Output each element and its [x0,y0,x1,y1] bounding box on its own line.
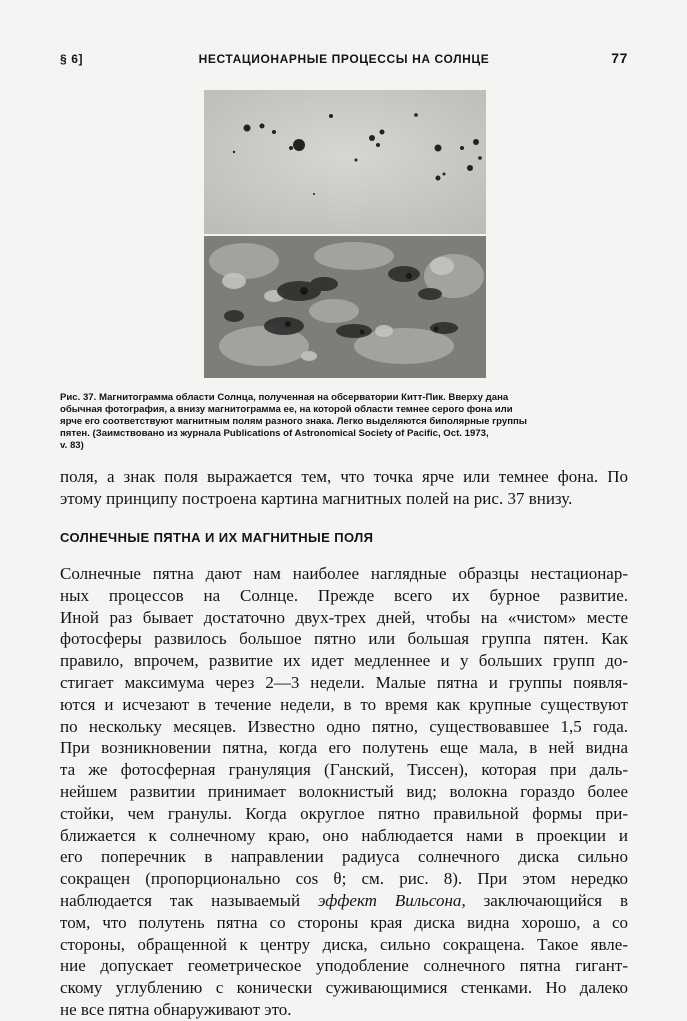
caption-line: ярче его соответствуют магнитным полям разного знака. Легко выделяются биполярные группы [60,416,527,427]
figure-37 [204,90,486,378]
text-line: стороны, обращенной к центру диска, сильно сокращена. Такое явле- [60,934,628,954]
text-line: скому углублению с конически суживающимися стенками. Но далеко [60,978,628,998]
text-line: правило, впрочем, развитие их идет медленнее и у больших групп до- [60,651,628,671]
text-line: ближается к солнечному краю, оно наблюдается нами в проекции и [60,825,628,845]
text-line: Иной раз бывает достаточно двух-трех дней, чтобы на «чистом» месте [60,607,628,627]
text-line: ние допускает геометрическое уподобление солнечного пятна гигант- [60,956,628,976]
text-line: сокращен (пропорционально cos θ; см. рис. 8). При этом нередко [60,869,628,889]
caption-line: пятен. (Заимствовано из журнала Publications of Astronomical Society of Pacific, Oct. 1973, [60,428,489,439]
text-line: При возникновении пятна, когда его полутень еще мала, в ней видна [60,738,628,758]
text-line: его поперечник в направлении радиуса солнечного диска сильно [60,847,628,867]
wilson-effect-term: эффект Вильсона [318,890,462,910]
caption-line: Рис. 37. Магнитограмма области Солнца, полученная на обсерватории Китт-Пик. Вверху дана [60,392,509,403]
wilson-effect-line [60,890,628,912]
text-line: ются и исчезают в течение недели, в то время как крупные существуют [60,694,628,714]
section-heading: СОЛНЕЧНЫЕ ПЯТНА И ИХ МАГНИТНЫЕ ПОЛЯ [60,530,374,545]
text-line: по нескольку месяцев. Известно одно пятно, существовавшее 1,5 года. [60,716,628,736]
text-line: этому принципу построена картина магнитных полей на рис. 37 внизу. [60,488,573,508]
section-marker: § 6] [60,52,84,66]
sun-photograph [204,90,486,234]
text-fragment: наблюдается так называемый [60,890,318,910]
text-line: стигает максимума через 2—3 недели. Малые пятна и группы появля- [60,672,628,692]
caption-line: v. 83) [60,440,84,451]
intro-paragraph [60,466,628,510]
text-line: стойки, чем гранулы. Когда округлое пятно правильной формы при- [60,803,628,823]
magnetogram [204,236,486,378]
text-line: ных процессов на Солнце. Прежде всего их бурное развитие. [60,585,628,605]
running-header [60,50,628,72]
chapter-title: НЕСТАЦИОНАРНЫЕ ПРОЦЕССЫ НА СОЛНЦЕ [198,52,490,66]
caption-line: обычная фотография, а внизу магнитограмма ее, на которой области темнее серого фона или [60,404,513,415]
text-line: нейшем развитии принимает волокнистый вид; волокна гораздо более [60,781,628,801]
text-line: том, что полутень пятна со стороны края диска видна хорошо, а со [60,912,628,932]
text-line: Солнечные пятна дают нам наиболее наглядные образцы нестационар- [60,564,628,583]
text-fragment: , заключающийся в [461,890,628,910]
text-line: не все пятна обнаруживают это. [60,999,292,1019]
text-line: та же фотосферная грануляция (Ганский, Тиссен), которая при даль- [60,760,628,780]
figure-caption [60,392,628,452]
main-paragraph [60,563,628,1021]
page-number: 77 [611,50,628,66]
text-line: поля, а знак поля выражается тем, что точка ярче или темнее фона. По [60,467,628,486]
text-line: фотосферы развилось большое пятно или большая группа пятен. Как [60,629,628,649]
